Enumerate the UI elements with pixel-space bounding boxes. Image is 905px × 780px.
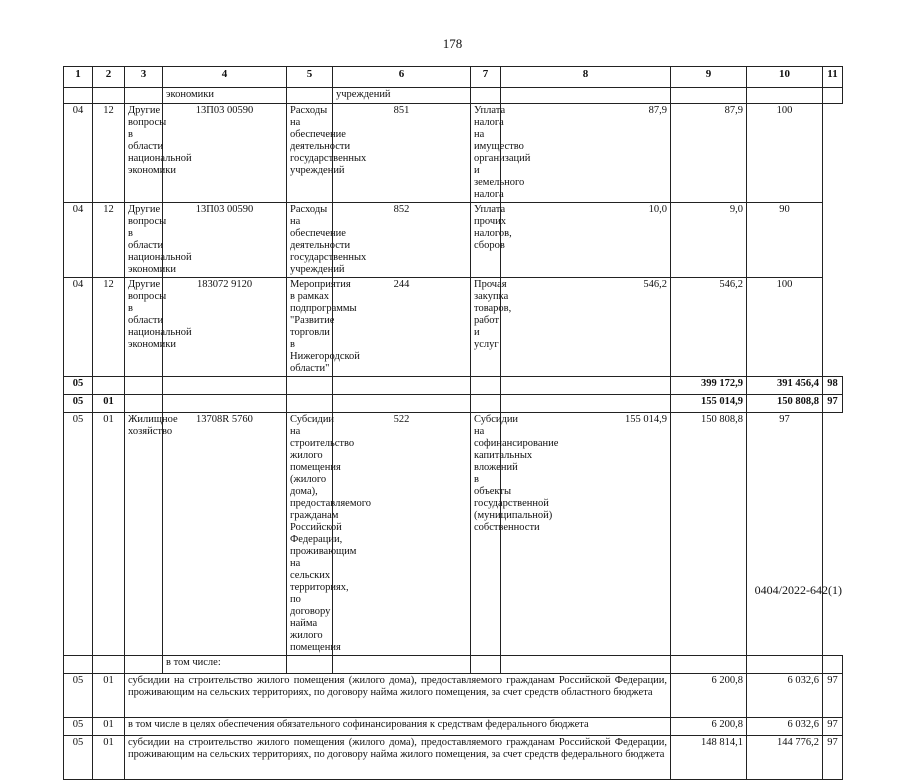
table-row [64,736,843,780]
execution-percent: 97 [823,395,843,413]
subsection-code: 12 [93,278,125,377]
header-cell: 2 [93,67,125,88]
header-cell: 10 [747,67,823,88]
table-row [64,88,843,104]
detail-description: в том числе в целях обеспечения обязательного софинансирования к средствам федерального бюджета [125,718,671,736]
expense-description: учреждений [333,88,471,104]
expense-type-name: Субсидии на софинансирование капитальных вложений в объекты государственной (муниципальной) собственности [471,413,501,656]
table-row [64,413,843,656]
expense-type-code: 852 [333,203,471,278]
section-name: Жилищное хозяйство [125,413,163,656]
expense-description: Мероприятия в рамках подпрограммы "Развитие торговли в Нижегородской области" [287,278,333,377]
planned-amount: 87,9 [501,104,671,203]
header-cell: 1 [64,67,93,88]
section-code: 05 [64,674,93,718]
table-row [64,278,843,377]
planned-amount: 399 172,9 [671,377,747,395]
section-name: Другие вопросы в области национальной экономики [125,104,163,203]
subsection-code: 01 [93,674,125,718]
planned-amount: 6 200,8 [671,674,747,718]
subsection-code: 01 [93,395,125,413]
header-cell: 5 [287,67,333,88]
execution-percent: 90 [747,203,823,278]
header-cell: 8 [501,67,671,88]
subsection-code: 01 [93,413,125,656]
section-code: 04 [64,203,93,278]
expense-description: Расходы на обеспечение деятельности государственных учреждений [287,203,333,278]
table-row [64,674,843,718]
section-name: Другие вопросы в области национальной экономики [125,203,163,278]
table-row [64,104,843,203]
execution-percent: 97 [823,674,843,718]
section-total-row [64,377,843,395]
planned-amount: 10,0 [501,203,671,278]
section-code: 05 [64,718,93,736]
execution-percent: 97 [823,718,843,736]
page-number: 178 [442,36,463,51]
section-code: 05 [64,395,93,413]
target-article-code: 183072 9120 [163,278,287,377]
header-cell: 4 [163,67,287,88]
execution-percent: 97 [823,736,843,780]
expense-type-name: Прочая закупка товаров, работ и услуг [471,278,501,377]
execution-percent: 98 [823,377,843,395]
target-article-code: 13П03 00590 [163,104,287,203]
executed-amount: 546,2 [671,278,747,377]
execution-percent: 100 [747,278,823,377]
expense-description: Субсидии на строительство жилого помещения (жилого дома), предоставляемого гражданам Российской Федерации, проживающим на сельских территориях, по договору найма жилого помещения [287,413,333,656]
section-code: 05 [64,736,93,780]
header-cell: 11 [823,67,843,88]
planned-amount: 155 014,9 [501,413,671,656]
document-code: 0404/2022-642(1) [754,583,842,597]
header-cell: 9 [671,67,747,88]
expense-type-name: Уплата налога на имущество организаций и земельного налога [471,104,501,203]
subsection-code: 12 [93,104,125,203]
section-code: 04 [64,278,93,377]
target-article-code: 13П03 00590 [163,203,287,278]
expense-type-code: 851 [333,104,471,203]
subsection-total-row [64,395,843,413]
executed-amount: 144 776,2 [747,736,823,780]
execution-percent: 100 [747,104,823,203]
planned-amount: 546,2 [501,278,671,377]
expense-type-code: 244 [333,278,471,377]
header-row [64,67,843,88]
expense-type-name: Уплата прочих налогов, сборов [471,203,501,278]
header-cell: 3 [125,67,163,88]
target-article-code: 13708R 5760 [163,413,287,656]
subsection-code: 01 [93,736,125,780]
detail-description: субсидии на строительство жилого помещения (жилого дома), предоставляемого гражданам Российской Федерации, проживающим на сельских территориях, по договору найма жилого помещения, за счет средств областного бюджета [125,674,671,718]
subsection-code: 12 [93,203,125,278]
executed-amount: 150 808,8 [671,413,747,656]
including-label: в том числе: [163,656,287,674]
detail-description: субсидии на строительство жилого помещения (жилого дома), предоставляемого гражданам Российской Федерации, проживающим на сельских территориях, по договору найма жилого помещения, за счет средств федерального бюджета [125,736,671,780]
table-row [64,656,843,674]
executed-amount: 391 456,4 [747,377,823,395]
executed-amount: 6 032,6 [747,674,823,718]
section-code: 05 [64,377,93,395]
section-code: 05 [64,413,93,656]
executed-amount: 6 032,6 [747,718,823,736]
executed-amount: 9,0 [671,203,747,278]
header-cell: 6 [333,67,471,88]
executed-amount: 87,9 [671,104,747,203]
section-code: 04 [64,104,93,203]
planned-amount: 148 814,1 [671,736,747,780]
section-name: экономики [163,88,287,104]
table-row [64,203,843,278]
budget-table [63,66,843,780]
expense-description: Расходы на обеспечение деятельности государственных учреждений [287,104,333,203]
execution-percent: 97 [747,413,823,656]
planned-amount: 155 014,9 [671,395,747,413]
expense-type-code: 522 [333,413,471,656]
header-cell: 7 [471,67,501,88]
planned-amount: 6 200,8 [671,718,747,736]
subsection-code: 01 [93,718,125,736]
table-row [64,718,843,736]
section-name: Другие вопросы в области национальной экономики [125,278,163,377]
executed-amount: 150 808,8 [747,395,823,413]
